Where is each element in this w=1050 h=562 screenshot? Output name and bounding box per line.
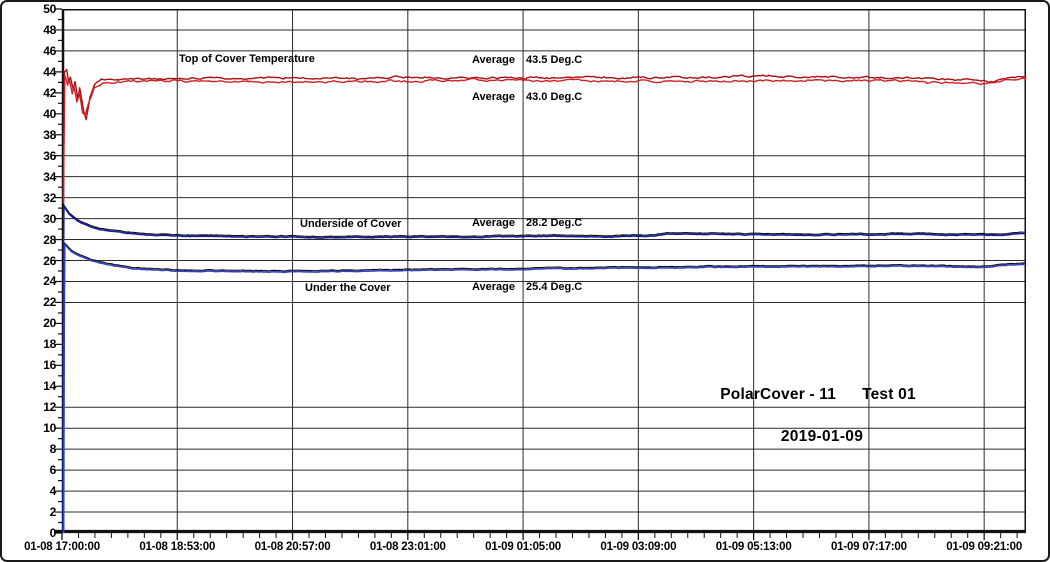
y-tick-label: 10 [43,421,56,436]
x-tick-label: 01-09 01:05:00 [485,541,561,553]
series-label-underside-of-cover: Underside of Cover [300,218,402,230]
x-tick-label: 01-08 23:01:00 [369,541,446,553]
y-tick-label: 16 [43,358,56,373]
chart-title [700,386,936,404]
y-tick-label: 6 [49,463,56,478]
x-tick-label: 01-08 18:53:00 [139,541,216,553]
average-value-3: 28.2 Deg.C [526,217,583,229]
average-value-4: 25.4 Deg.C [526,281,583,293]
test-number: Test 01 [862,386,916,403]
y-tick-label: 44 [43,64,56,79]
series-top-of-cover-1 [63,69,1026,203]
y-tick-label: 22 [43,295,56,310]
plot-area [62,9,1026,533]
y-tick-label: 50 [43,2,56,16]
y-tick-label: 46 [43,43,56,58]
y-tick-label: 28 [43,232,56,247]
y-tick-label: 26 [43,253,56,268]
y-tick-label: 14 [43,379,56,394]
y-tick-label: 30 [43,211,56,226]
series-underside-of-cover [63,206,1026,532]
chart-canvas [62,9,1026,533]
y-tick-label: 36 [43,148,56,163]
y-tick-label: 8 [49,442,56,457]
average-caption-3: Average [471,217,515,229]
y-tick-label: 4 [49,484,56,499]
y-tick-label: 42 [43,85,56,100]
average-value-1: 43.5 Deg.C [526,54,583,66]
y-tick-label: 48 [43,22,56,37]
y-tick-label: 2 [49,505,56,520]
y-tick-label: 12 [43,400,56,415]
series-underside-of-cover [63,205,1026,531]
y-tick-label: 24 [43,274,56,289]
average-caption-4: Average [471,281,515,293]
average-caption-2: Average [471,91,515,103]
x-tick-label: 01-09 03:09:00 [600,541,677,553]
y-tick-label: 20 [43,316,56,331]
average-value-2: 43.0 Deg.C [526,91,583,103]
chart-date: 2019-01-09 [780,428,864,445]
y-tick-label: 38 [43,127,56,142]
x-tick-label: 01-08 20:57:00 [254,541,331,553]
series-label-top-of-cover: Top of Cover Temperature [179,53,315,65]
series-label-under-the-cover: Under the Cover [305,282,391,294]
y-tick-label: 18 [43,337,56,352]
x-tick-label: 01-08 17:00:00 [24,541,100,553]
y-tick-label: 32 [43,190,56,205]
project-name: PolarCover - 11 [720,386,837,403]
y-tick-label: 34 [43,169,56,184]
x-tick-label: 01-09 05:13:00 [715,541,792,553]
x-tick-label: 01-09 09:21:00 [946,541,1023,553]
average-caption-1: Average [471,54,515,66]
y-tick-label: 40 [43,106,56,121]
y-tick-label: 0 [49,526,56,540]
x-tick-label: 01-09 07:17:00 [830,541,907,553]
